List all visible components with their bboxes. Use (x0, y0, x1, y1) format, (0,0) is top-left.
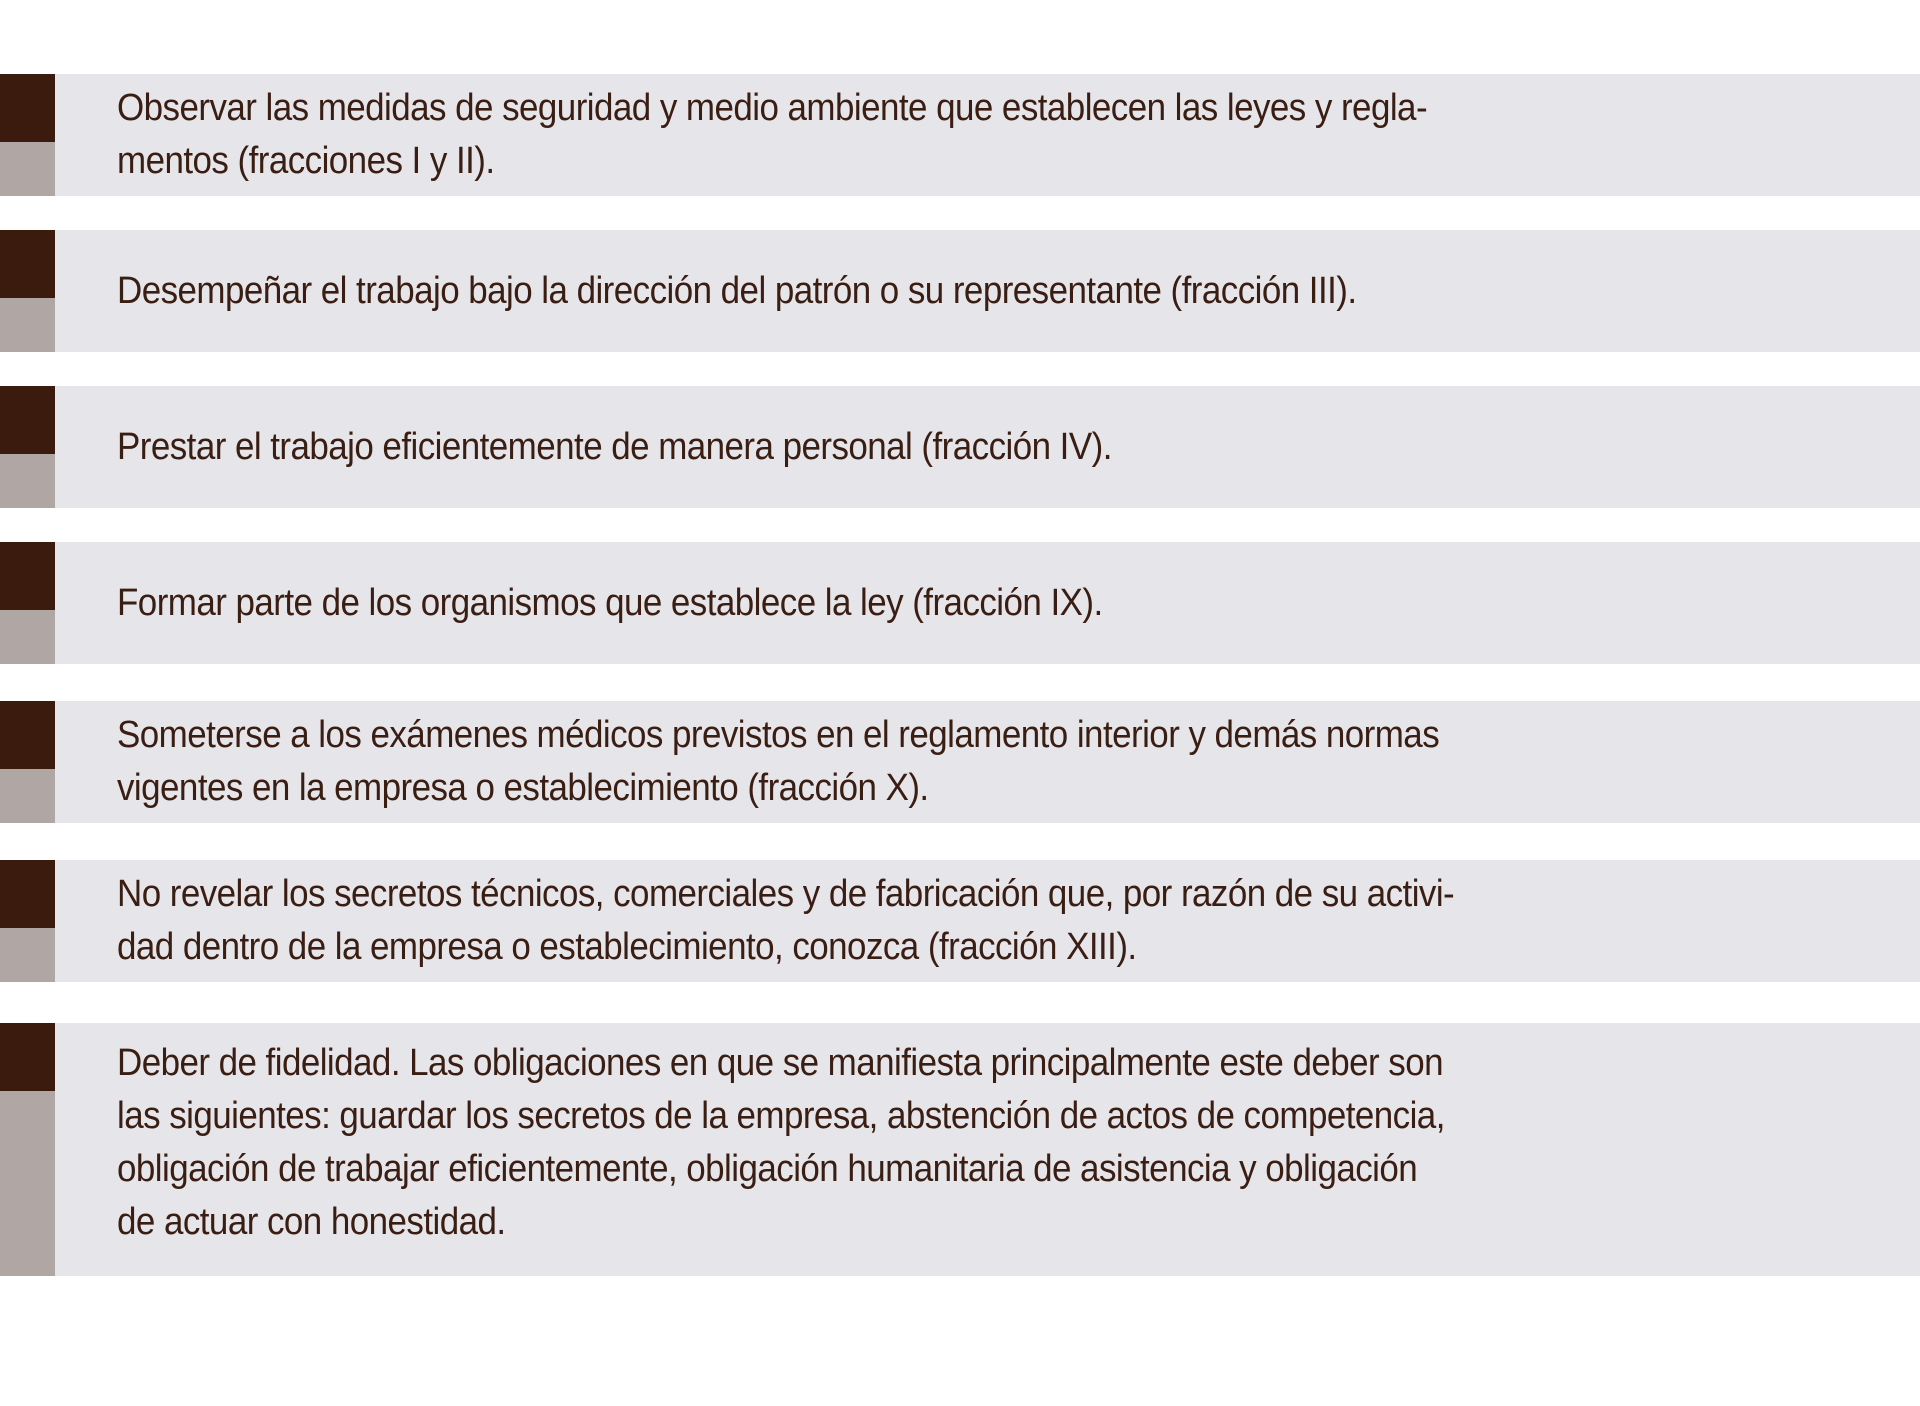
item-text-line: de actuar con honestidad. (117, 1201, 506, 1243)
item-text (117, 82, 1681, 188)
item-text-line: No revelar los secretos técnicos, comerciales y de fabricación que, por razón de su activi- (117, 873, 1455, 915)
list-item (0, 1023, 1920, 1276)
marker-dark-block (0, 230, 55, 298)
item-box (55, 542, 1920, 664)
item-text-line: las siguientes: guardar los secretos de la empresa, abstención de actos de competencia, (117, 1095, 1445, 1137)
item-text-line: Deber de fidelidad. Las obligaciones en que se manifiesta principalmente este deber son (117, 1042, 1444, 1084)
marker-dark-block (0, 386, 55, 454)
item-text-line: vigentes en la empresa o establecimiento (fracción X). (117, 767, 929, 809)
item-text (117, 709, 1681, 815)
item-text-line: mentos (fracciones I y II). (117, 140, 495, 182)
item-text (117, 421, 1681, 474)
item-text-line: Observar las medidas de seguridad y medio ambiente que establecen las leyes y regla- (117, 87, 1428, 129)
marker-light-block (0, 298, 55, 352)
marker-light-block (0, 610, 55, 664)
marker-dark-block (0, 860, 55, 928)
item-marker (0, 542, 55, 664)
marker-dark-block (0, 542, 55, 610)
marker-light-block (0, 769, 55, 823)
item-text-line: obligación de trabajar eficientemente, obligación humanitaria de asistencia y obligación (117, 1148, 1418, 1190)
item-box (55, 860, 1920, 982)
item-marker (0, 860, 55, 982)
list-item (0, 542, 1920, 664)
list-item (0, 74, 1920, 196)
item-text (117, 577, 1681, 630)
item-marker (0, 1023, 55, 1276)
item-text-line: Formar parte de los organismos que establece la ley (fracción IX). (117, 581, 1103, 624)
marker-dark-block (0, 1023, 55, 1091)
item-box (55, 701, 1920, 823)
marker-light-block (0, 142, 55, 196)
item-box (55, 386, 1920, 508)
marker-light-block (0, 1091, 55, 1276)
item-marker (0, 74, 55, 196)
item-box (55, 230, 1920, 352)
item-text (117, 1037, 1681, 1249)
item-marker (0, 386, 55, 508)
item-text (117, 265, 1681, 318)
item-text-line: Someterse a los exámenes médicos previstos en el reglamento interior y demás normas (117, 714, 1440, 756)
marker-dark-block (0, 701, 55, 769)
item-text-line: Prestar el trabajo eficientemente de manera personal (fracción IV). (117, 425, 1112, 468)
list-item (0, 386, 1920, 508)
marker-light-block (0, 928, 55, 982)
marker-light-block (0, 454, 55, 508)
list-item (0, 230, 1920, 352)
item-marker (0, 701, 55, 823)
item-box (55, 1023, 1920, 1276)
item-box (55, 74, 1920, 196)
list-item (0, 860, 1920, 982)
list-item (0, 701, 1920, 823)
item-text-line: dad dentro de la empresa o establecimiento, conozca (fracción XIII). (117, 926, 1137, 968)
marker-dark-block (0, 74, 55, 142)
item-marker (0, 230, 55, 352)
item-text (117, 868, 1681, 974)
item-text-line: Desempeñar el trabajo bajo la dirección del patrón o su representante (fracción III). (117, 269, 1357, 312)
